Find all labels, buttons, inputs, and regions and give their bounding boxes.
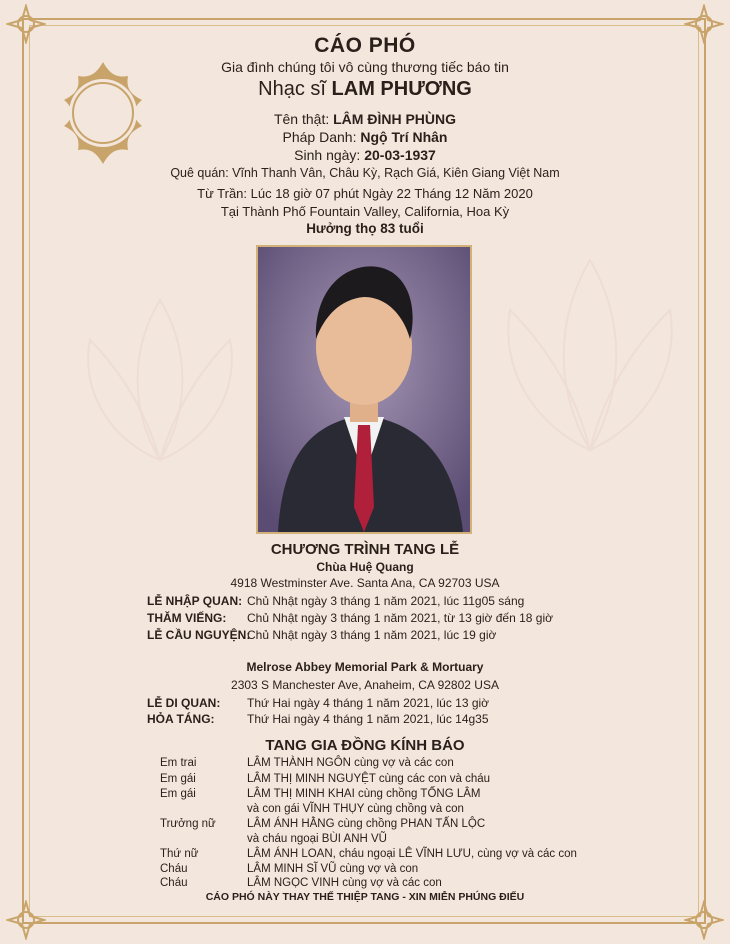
lotus-watermark-icon bbox=[60, 280, 260, 500]
name-prefix: Nhạc sĩ bbox=[258, 78, 326, 100]
member-text: LÂM MINH SĨ VŨ cùng vợ và con bbox=[247, 863, 419, 875]
dharma-name-line bbox=[0, 129, 730, 145]
family-member bbox=[160, 818, 485, 830]
deceased-name: LAM PHƯƠNG bbox=[331, 78, 472, 100]
event-row bbox=[147, 594, 524, 608]
footer-note: CÁO PHÓ NÀY THAY THẾ THIỆP TANG - XIN MIỄN PHÚNG ĐIẾU bbox=[205, 891, 525, 903]
member-text: LÂM ÁNH LOAN, cháu ngoại LÊ VĨNH LƯU, cùng vợ và các con bbox=[247, 848, 577, 860]
relation: Thứ nữ bbox=[160, 848, 199, 860]
portrait-photo bbox=[256, 245, 472, 534]
family-member bbox=[160, 833, 387, 845]
death-line: Từ Trần: Lúc 18 giờ 07 phút Ngày 22 Tháng 12 Năm 2020 bbox=[197, 186, 533, 201]
event-row bbox=[147, 628, 496, 642]
program-title: CHƯƠNG TRÌNH TANG LỄ bbox=[270, 541, 460, 558]
event-label: LỄ DI QUAN: bbox=[147, 696, 221, 710]
deceased-name-line bbox=[0, 78, 730, 101]
event-value: Thứ Hai ngày 4 tháng 1 năm 2021, lúc 13 giờ bbox=[247, 696, 490, 710]
event-label: THĂM VIẾNG: bbox=[147, 611, 227, 625]
event-row bbox=[147, 696, 489, 710]
relation: Em gái bbox=[160, 788, 196, 800]
event-row bbox=[147, 712, 489, 726]
temple-name: Chùa Huệ Quang bbox=[316, 560, 414, 574]
member-text: LÂM THỊ MINH NGUYỆT cùng các con và cháu bbox=[247, 773, 491, 785]
real-name: LÂM ĐÌNH PHÙNG bbox=[333, 111, 457, 127]
member-text: và con gái VĨNH THỤY cùng chồng và con bbox=[247, 803, 464, 815]
event-label: LỄ CẦU NGUYỆN: bbox=[147, 628, 251, 642]
relation: Cháu bbox=[160, 877, 188, 889]
relation: Em gái bbox=[160, 773, 196, 785]
family-title: TANG GIA ĐỒNG KÍNH BÁO bbox=[265, 737, 465, 754]
family-member bbox=[160, 848, 577, 860]
family-member bbox=[160, 863, 418, 875]
mortuary-name: Melrose Abbey Memorial Park & Mortuary bbox=[246, 660, 484, 674]
member-text: LÂM ÁNH HẰNG cùng chồng PHAN TẤN LỘC bbox=[247, 818, 486, 830]
age-line: Hưởng thọ 83 tuổi bbox=[306, 221, 424, 236]
dob-value: 20-03-1937 bbox=[364, 147, 436, 163]
relation: Em trai bbox=[160, 757, 197, 769]
real-name-label: Tên thật: bbox=[273, 111, 330, 127]
relation: Trưởng nữ bbox=[160, 818, 216, 830]
family-member bbox=[160, 757, 454, 769]
dob-label: Sinh ngày: bbox=[294, 147, 361, 163]
member-text: LÂM THÀNH NGÔN cùng vợ và các con bbox=[247, 757, 454, 769]
dob-line bbox=[0, 147, 730, 163]
family-member bbox=[160, 877, 442, 889]
temple-address: 4918 Westminster Ave. Santa Ana, CA 92703 USA bbox=[230, 576, 500, 590]
corner-ornament-icon bbox=[684, 900, 724, 940]
event-label: LỄ NHẬP QUAN: bbox=[147, 594, 243, 608]
portrait-illustration-icon bbox=[258, 247, 470, 532]
member-text: LÂM NGỌC VINH cùng vợ và các con bbox=[247, 877, 442, 889]
real-name-line bbox=[0, 111, 730, 127]
event-row bbox=[147, 611, 553, 625]
hometown-line: Quê quán: Vĩnh Thanh Vân, Châu Kỳ, Rạch Giá, Kiên Giang Việt Nam bbox=[170, 166, 560, 180]
member-text: và cháu ngoại BÙI ANH VŨ bbox=[247, 833, 387, 845]
page-title: CÁO PHÓ bbox=[314, 34, 416, 57]
lotus-watermark-icon bbox=[480, 240, 700, 500]
corner-ornament-icon bbox=[6, 900, 46, 940]
family-member bbox=[160, 788, 480, 800]
member-text: LÂM THỊ MINH KHAI cùng chồng TỐNG LÂM bbox=[247, 788, 481, 800]
place-line: Tại Thành Phố Fountain Valley, California, Hoa Kỳ bbox=[220, 204, 510, 219]
mortuary-address: 2303 S Manchester Ave, Anaheim, CA 92802 USA bbox=[231, 678, 499, 692]
event-value: Thứ Hai ngày 4 tháng 1 năm 2021, lúc 14g35 bbox=[247, 712, 489, 726]
event-value: Chủ Nhật ngày 3 tháng 1 năm 2021, lúc 11g05 sáng bbox=[247, 594, 525, 608]
dharma-label: Pháp Danh: bbox=[282, 129, 357, 145]
dharma-name: Ngộ Trí Nhân bbox=[360, 129, 448, 145]
event-label: HỎA TÁNG: bbox=[147, 712, 215, 726]
family-member bbox=[160, 773, 490, 785]
relation: Cháu bbox=[160, 863, 188, 875]
family-member bbox=[160, 803, 464, 815]
event-value: Chủ Nhật ngày 3 tháng 1 năm 2021, lúc 19 giờ bbox=[247, 628, 497, 642]
event-value: Chủ Nhật ngày 3 tháng 1 năm 2021, từ 13 giờ đến 18 giờ bbox=[247, 611, 553, 625]
intro-text: Gia đình chúng tôi vô cùng thương tiếc báo tin bbox=[221, 59, 509, 75]
